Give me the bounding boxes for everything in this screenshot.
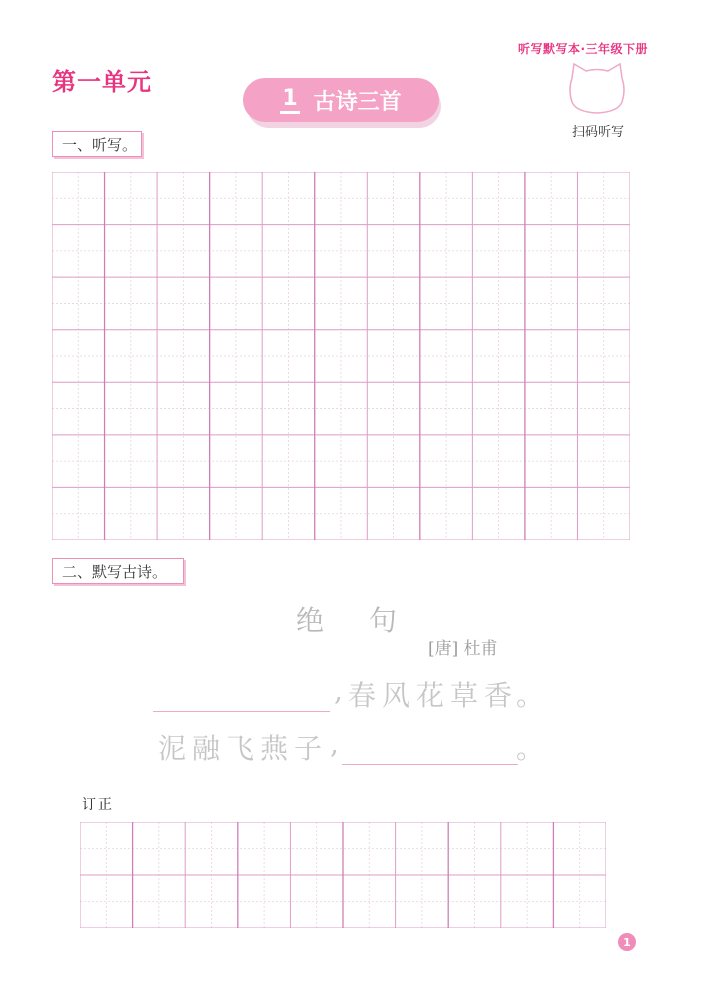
poem-period-1: 。: [516, 679, 545, 712]
poem-line-1-text: 春风花草香: [348, 679, 519, 712]
poem-line-2-text: 泥融飞燕子: [158, 732, 329, 765]
correction-label: 订正: [82, 797, 114, 813]
lesson-number: 1: [280, 87, 299, 114]
unit-title: 第一单元: [52, 68, 152, 96]
page-number: 1: [618, 933, 636, 951]
lesson-banner: [243, 78, 439, 122]
cat-qr-icon[interactable]: [566, 62, 628, 116]
poem-comma-1: ,: [334, 674, 343, 707]
dictation-grid[interactable]: [52, 172, 630, 540]
answer-blank-2[interactable]: [342, 763, 518, 765]
scan-label: 扫码听写: [571, 125, 624, 140]
poem-period-2: 。: [516, 732, 545, 765]
poem-author: [唐] 杜甫: [428, 639, 498, 659]
section-label-poem: 二、默写古诗。: [52, 558, 184, 584]
lesson-title: 古诗三首: [313, 89, 402, 115]
book-title: 听写默写本·三年级下册: [517, 42, 648, 56]
section-label-dictation: 一、听写。: [52, 131, 142, 157]
poem-title: 绝 句: [296, 604, 415, 637]
answer-blank-1[interactable]: [153, 710, 330, 712]
poem-comma-2: ,: [330, 727, 339, 760]
correction-grid[interactable]: [80, 822, 606, 928]
